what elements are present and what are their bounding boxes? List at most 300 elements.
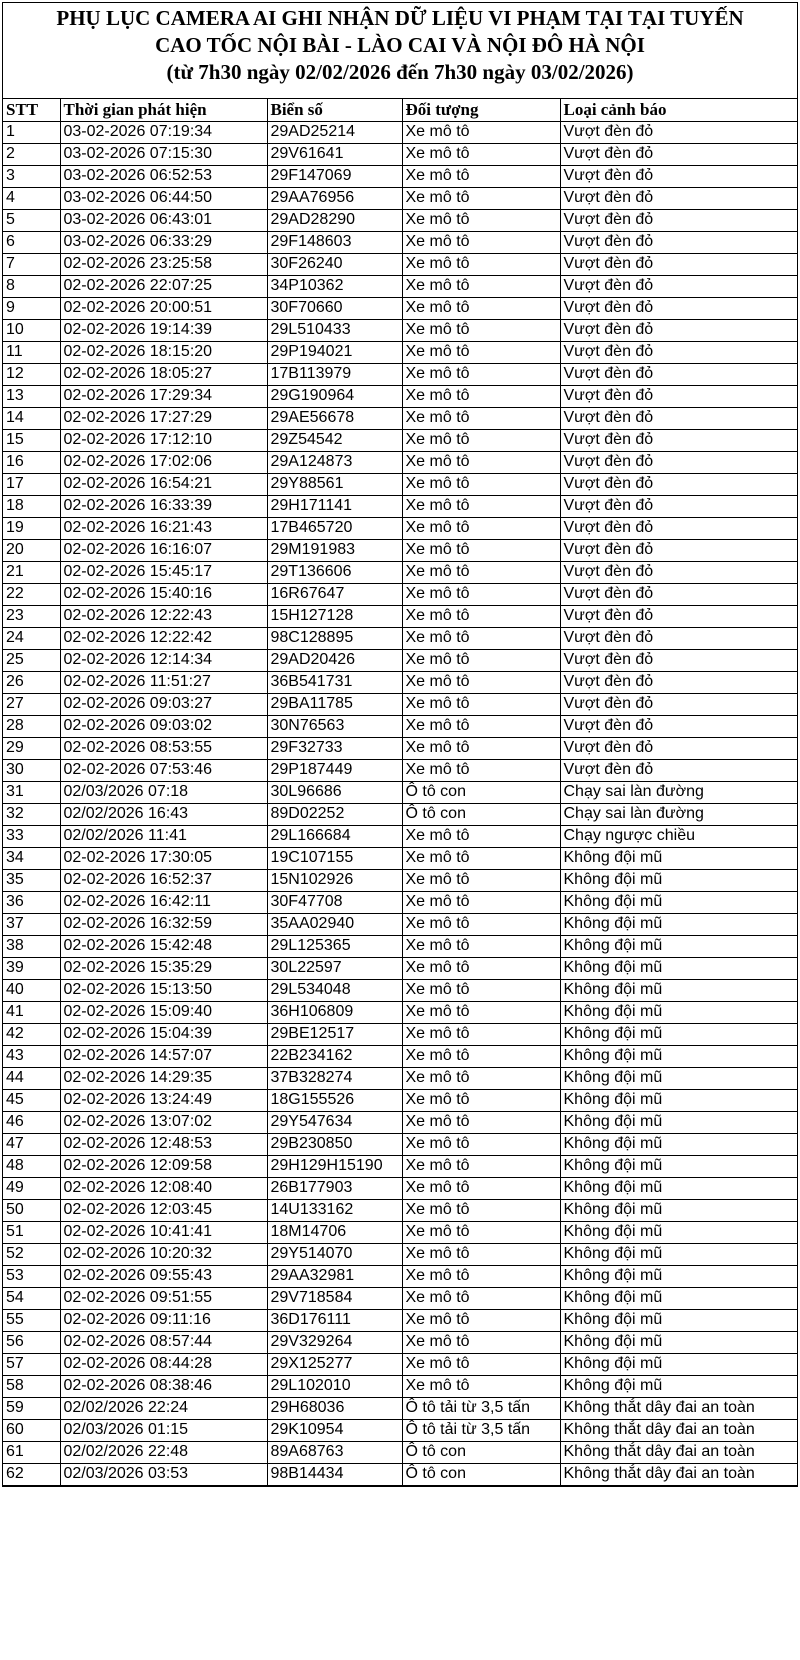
cell-plate: 30F70660 [267,297,402,319]
cell-vehicle-type: Xe mô tô [402,1155,560,1177]
cell-plate: 89A68763 [267,1441,402,1463]
cell-detection-time: 03-02-2026 06:44:50 [60,187,267,209]
cell-warning-type: Vượt đèn đỏ [560,297,797,319]
cell-warning-type: Không đội mũ [560,847,797,869]
cell-vehicle-type: Xe mô tô [402,1045,560,1067]
header-vehicle-type: Đối tượng [402,99,560,121]
cell-warning-type: Vượt đèn đỏ [560,231,797,253]
cell-plate: 29G190964 [267,385,402,407]
table-row [3,1111,797,1133]
cell-stt: 2 [3,143,60,165]
cell-warning-type: Không thắt dây đai an toàn [560,1419,797,1441]
cell-detection-time: 03-02-2026 06:43:01 [60,209,267,231]
cell-vehicle-type: Xe mô tô [402,1199,560,1221]
cell-warning-type: Vượt đèn đỏ [560,187,797,209]
cell-vehicle-type: Xe mô tô [402,407,560,429]
cell-detection-time: 02-02-2026 15:13:50 [60,979,267,1001]
cell-stt: 47 [3,1133,60,1155]
cell-warning-type: Vượt đèn đỏ [560,407,797,429]
cell-detection-time: 02-02-2026 12:08:40 [60,1177,267,1199]
cell-plate: 29BA11785 [267,693,402,715]
cell-vehicle-type: Ô tô con [402,1463,560,1485]
cell-warning-type: Không đội mũ [560,935,797,957]
cell-stt: 49 [3,1177,60,1199]
table-row [3,649,797,671]
table-row [3,517,797,539]
cell-warning-type: Vượt đèn đỏ [560,605,797,627]
cell-detection-time: 02-02-2026 16:52:37 [60,869,267,891]
table-row [3,473,797,495]
table-row [3,1287,797,1309]
cell-plate: 30L96686 [267,781,402,803]
violation-table [3,99,797,1486]
table-row [3,957,797,979]
cell-vehicle-type: Xe mô tô [402,165,560,187]
table-row [3,715,797,737]
cell-plate: 16R67647 [267,583,402,605]
cell-stt: 42 [3,1023,60,1045]
cell-vehicle-type: Xe mô tô [402,187,560,209]
cell-detection-time: 02/03/2026 01:15 [60,1419,267,1441]
cell-warning-type: Không đội mũ [560,1243,797,1265]
cell-stt: 5 [3,209,60,231]
cell-stt: 60 [3,1419,60,1441]
cell-detection-time: 03-02-2026 07:15:30 [60,143,267,165]
table-row [3,1023,797,1045]
cell-plate: 29AA76956 [267,187,402,209]
cell-plate: 15N102926 [267,869,402,891]
cell-detection-time: 02-02-2026 17:29:34 [60,385,267,407]
cell-vehicle-type: Xe mô tô [402,1089,560,1111]
cell-stt: 54 [3,1287,60,1309]
cell-warning-type: Không đội mũ [560,1177,797,1199]
cell-detection-time: 02/02/2026 22:24 [60,1397,267,1419]
cell-stt: 32 [3,803,60,825]
cell-stt: 35 [3,869,60,891]
cell-plate: 29A124873 [267,451,402,473]
cell-plate: 29K10954 [267,1419,402,1441]
cell-warning-type: Chạy sai làn đường [560,781,797,803]
cell-plate: 29BE12517 [267,1023,402,1045]
cell-stt: 62 [3,1463,60,1485]
cell-warning-type: Vượt đèn đỏ [560,121,797,143]
cell-vehicle-type: Xe mô tô [402,891,560,913]
cell-detection-time: 02-02-2026 16:16:07 [60,539,267,561]
cell-warning-type: Không đội mũ [560,913,797,935]
cell-stt: 7 [3,253,60,275]
cell-plate: 34P10362 [267,275,402,297]
cell-detection-time: 02/03/2026 07:18 [60,781,267,803]
cell-detection-time: 02-02-2026 09:11:16 [60,1309,267,1331]
cell-plate: 29V329264 [267,1331,402,1353]
table-row [3,385,797,407]
cell-warning-type: Không đội mũ [560,869,797,891]
cell-detection-time: 02-02-2026 16:32:59 [60,913,267,935]
cell-plate: 29L125365 [267,935,402,957]
cell-detection-time: 02-02-2026 18:15:20 [60,341,267,363]
cell-warning-type: Vượt đèn đỏ [560,341,797,363]
cell-stt: 24 [3,627,60,649]
cell-plate: 29L102010 [267,1375,402,1397]
cell-stt: 28 [3,715,60,737]
cell-detection-time: 02-02-2026 17:27:29 [60,407,267,429]
cell-detection-time: 02-02-2026 12:03:45 [60,1199,267,1221]
cell-detection-time: 02-02-2026 13:07:02 [60,1111,267,1133]
cell-warning-type: Không đội mũ [560,1133,797,1155]
cell-plate: 29Y88561 [267,473,402,495]
cell-vehicle-type: Xe mô tô [402,1309,560,1331]
table-row [3,737,797,759]
cell-vehicle-type: Xe mô tô [402,143,560,165]
cell-stt: 23 [3,605,60,627]
cell-vehicle-type: Xe mô tô [402,1067,560,1089]
document-title [3,3,797,99]
cell-warning-type: Vượt đèn đỏ [560,319,797,341]
cell-stt: 25 [3,649,60,671]
cell-vehicle-type: Ô tô tải từ 3,5 tấn [402,1419,560,1441]
cell-vehicle-type: Xe mô tô [402,583,560,605]
cell-detection-time: 02-02-2026 20:00:51 [60,297,267,319]
cell-detection-time: 02-02-2026 15:09:40 [60,1001,267,1023]
cell-plate: 36B541731 [267,671,402,693]
header-warning-type: Loại cảnh báo [560,99,797,121]
cell-stt: 18 [3,495,60,517]
cell-detection-time: 02/03/2026 03:53 [60,1463,267,1485]
cell-plate: 29V61641 [267,143,402,165]
cell-stt: 16 [3,451,60,473]
cell-plate: 29P194021 [267,341,402,363]
table-row [3,627,797,649]
table-row [3,1463,797,1485]
title-line-1: PHỤ LỤC CAMERA AI GHI NHẬN DỮ LIỆU VI PHẠM TẠI TẠI TUYẾN [56,6,744,30]
cell-detection-time: 02/02/2026 11:41 [60,825,267,847]
cell-vehicle-type: Xe mô tô [402,253,560,275]
cell-warning-type: Vượt đèn đỏ [560,209,797,231]
table-row [3,561,797,583]
cell-plate: 29T136606 [267,561,402,583]
cell-warning-type: Chạy ngược chiều [560,825,797,847]
table-row [3,1397,797,1419]
cell-vehicle-type: Xe mô tô [402,1177,560,1199]
cell-detection-time: 02-02-2026 12:09:58 [60,1155,267,1177]
cell-detection-time: 02/02/2026 16:43 [60,803,267,825]
cell-warning-type: Vượt đèn đỏ [560,737,797,759]
cell-detection-time: 02-02-2026 16:42:11 [60,891,267,913]
cell-detection-time: 02-02-2026 09:03:02 [60,715,267,737]
cell-detection-time: 02-02-2026 17:30:05 [60,847,267,869]
cell-plate: 30F47708 [267,891,402,913]
cell-warning-type: Vượt đèn đỏ [560,671,797,693]
cell-vehicle-type: Xe mô tô [402,1375,560,1397]
cell-plate: 89D02252 [267,803,402,825]
cell-detection-time: 02-02-2026 10:20:32 [60,1243,267,1265]
cell-stt: 39 [3,957,60,979]
cell-stt: 15 [3,429,60,451]
table-row [3,1331,797,1353]
title-line-2: CAO TỐC NỘI BÀI - LÀO CAI VÀ NỘI ĐÔ HÀ NỘI [155,33,645,57]
table-row [3,935,797,957]
table-body [3,121,797,1485]
cell-plate: 29V718584 [267,1287,402,1309]
header-stt: STT [3,99,60,121]
cell-vehicle-type: Xe mô tô [402,737,560,759]
cell-detection-time: 02-02-2026 18:05:27 [60,363,267,385]
cell-warning-type: Không đội mũ [560,1155,797,1177]
cell-plate: 29AD20426 [267,649,402,671]
cell-stt: 10 [3,319,60,341]
cell-stt: 45 [3,1089,60,1111]
table-row [3,979,797,1001]
cell-plate: 19C107155 [267,847,402,869]
table-row [3,429,797,451]
cell-vehicle-type: Xe mô tô [402,1243,560,1265]
table-row [3,363,797,385]
cell-detection-time: 02-02-2026 15:45:17 [60,561,267,583]
cell-detection-time: 02-02-2026 16:54:21 [60,473,267,495]
cell-vehicle-type: Xe mô tô [402,759,560,781]
cell-vehicle-type: Xe mô tô [402,935,560,957]
table-row [3,1265,797,1287]
cell-vehicle-type: Xe mô tô [402,363,560,385]
cell-warning-type: Không đội mũ [560,1067,797,1089]
cell-vehicle-type: Xe mô tô [402,1331,560,1353]
cell-vehicle-type: Xe mô tô [402,517,560,539]
cell-detection-time: 02-02-2026 08:57:44 [60,1331,267,1353]
cell-warning-type: Không đội mũ [560,1221,797,1243]
table-row [3,781,797,803]
cell-detection-time: 02-02-2026 17:12:10 [60,429,267,451]
table-row [3,539,797,561]
cell-vehicle-type: Xe mô tô [402,715,560,737]
cell-warning-type: Vượt đèn đỏ [560,165,797,187]
cell-plate: 29H171141 [267,495,402,517]
cell-warning-type: Vượt đèn đỏ [560,495,797,517]
cell-warning-type: Không đội mũ [560,1089,797,1111]
cell-detection-time: 02-02-2026 09:51:55 [60,1287,267,1309]
table-row [3,187,797,209]
table-row [3,869,797,891]
cell-detection-time: 02-02-2026 19:14:39 [60,319,267,341]
cell-plate: 26B177903 [267,1177,402,1199]
cell-vehicle-type: Xe mô tô [402,275,560,297]
cell-stt: 44 [3,1067,60,1089]
cell-vehicle-type: Xe mô tô [402,1001,560,1023]
cell-warning-type: Không đội mũ [560,1023,797,1045]
cell-detection-time: 02-02-2026 13:24:49 [60,1089,267,1111]
cell-vehicle-type: Xe mô tô [402,1133,560,1155]
cell-stt: 11 [3,341,60,363]
table-row [3,495,797,517]
table-row [3,803,797,825]
cell-detection-time: 02-02-2026 08:53:55 [60,737,267,759]
cell-vehicle-type: Xe mô tô [402,209,560,231]
cell-plate: 29Y514070 [267,1243,402,1265]
cell-vehicle-type: Xe mô tô [402,1221,560,1243]
cell-vehicle-type: Xe mô tô [402,627,560,649]
cell-warning-type: Không đội mũ [560,1199,797,1221]
cell-plate: 15H127128 [267,605,402,627]
cell-warning-type: Vượt đèn đỏ [560,583,797,605]
cell-warning-type: Vượt đèn đỏ [560,561,797,583]
title-line-3: (từ 7h30 ngày 02/02/2026 đến 7h30 ngày 03/02/2026) [166,60,634,84]
cell-vehicle-type: Xe mô tô [402,1265,560,1287]
cell-plate: 29Z54542 [267,429,402,451]
cell-detection-time: 02-02-2026 12:14:34 [60,649,267,671]
cell-vehicle-type: Xe mô tô [402,451,560,473]
cell-warning-type: Không đội mũ [560,1309,797,1331]
cell-vehicle-type: Xe mô tô [402,561,560,583]
cell-detection-time: 03-02-2026 06:33:29 [60,231,267,253]
table-row [3,1199,797,1221]
cell-warning-type: Vượt đèn đỏ [560,539,797,561]
cell-detection-time: 02-02-2026 16:33:39 [60,495,267,517]
table-row [3,253,797,275]
cell-stt: 27 [3,693,60,715]
cell-vehicle-type: Xe mô tô [402,1111,560,1133]
cell-plate: 36D176111 [267,1309,402,1331]
cell-detection-time: 02-02-2026 09:03:27 [60,693,267,715]
cell-warning-type: Không đội mũ [560,1375,797,1397]
cell-warning-type: Vượt đèn đỏ [560,759,797,781]
cell-vehicle-type: Xe mô tô [402,429,560,451]
violation-appendix-sheet [2,2,798,1487]
table-row [3,451,797,473]
table-row [3,1441,797,1463]
table-header-row [3,99,797,121]
cell-warning-type: Không đội mũ [560,1287,797,1309]
cell-warning-type: Vượt đèn đỏ [560,715,797,737]
cell-vehicle-type: Ô tô con [402,803,560,825]
cell-plate: 29L166684 [267,825,402,847]
table-row [3,583,797,605]
cell-detection-time: 02-02-2026 08:38:46 [60,1375,267,1397]
cell-plate: 30F26240 [267,253,402,275]
cell-warning-type: Không đội mũ [560,1331,797,1353]
cell-stt: 34 [3,847,60,869]
table-row [3,275,797,297]
table-row [3,209,797,231]
cell-detection-time: 02-02-2026 15:04:39 [60,1023,267,1045]
cell-stt: 52 [3,1243,60,1265]
cell-plate: 29M191983 [267,539,402,561]
table-row [3,121,797,143]
cell-vehicle-type: Xe mô tô [402,649,560,671]
table-row [3,1177,797,1199]
cell-warning-type: Không đội mũ [560,1111,797,1133]
table-row [3,1419,797,1441]
cell-stt: 55 [3,1309,60,1331]
cell-vehicle-type: Xe mô tô [402,825,560,847]
cell-warning-type: Vượt đèn đỏ [560,693,797,715]
table-row [3,847,797,869]
cell-plate: 29AE56678 [267,407,402,429]
cell-plate: 36H106809 [267,1001,402,1023]
cell-vehicle-type: Xe mô tô [402,231,560,253]
cell-stt: 61 [3,1441,60,1463]
cell-warning-type: Không thắt dây đai an toàn [560,1441,797,1463]
cell-plate: 29AD25214 [267,121,402,143]
table-row [3,341,797,363]
cell-plate: 17B465720 [267,517,402,539]
cell-vehicle-type: Xe mô tô [402,957,560,979]
cell-stt: 4 [3,187,60,209]
table-row [3,1067,797,1089]
cell-plate: 35AA02940 [267,913,402,935]
cell-detection-time: 03-02-2026 06:52:53 [60,165,267,187]
cell-plate: 98B14434 [267,1463,402,1485]
cell-detection-time: 02-02-2026 14:57:07 [60,1045,267,1067]
cell-stt: 17 [3,473,60,495]
cell-stt: 14 [3,407,60,429]
cell-vehicle-type: Xe mô tô [402,319,560,341]
cell-stt: 33 [3,825,60,847]
cell-warning-type: Chạy sai làn đường [560,803,797,825]
cell-plate: 29X125277 [267,1353,402,1375]
cell-stt: 40 [3,979,60,1001]
cell-stt: 21 [3,561,60,583]
cell-vehicle-type: Xe mô tô [402,1023,560,1045]
table-row [3,1045,797,1067]
cell-stt: 1 [3,121,60,143]
cell-stt: 12 [3,363,60,385]
cell-plate: 29AD28290 [267,209,402,231]
cell-stt: 51 [3,1221,60,1243]
cell-warning-type: Không đội mũ [560,891,797,913]
cell-warning-type: Không đội mũ [560,1265,797,1287]
cell-stt: 20 [3,539,60,561]
cell-vehicle-type: Xe mô tô [402,979,560,1001]
cell-vehicle-type: Xe mô tô [402,1353,560,1375]
cell-detection-time: 02-02-2026 12:22:43 [60,605,267,627]
cell-vehicle-type: Xe mô tô [402,913,560,935]
cell-vehicle-type: Xe mô tô [402,341,560,363]
cell-warning-type: Vượt đèn đỏ [560,451,797,473]
table-row [3,759,797,781]
header-detection-time: Thời gian phát hiện [60,99,267,121]
cell-stt: 38 [3,935,60,957]
cell-stt: 58 [3,1375,60,1397]
cell-detection-time: 02-02-2026 10:41:41 [60,1221,267,1243]
cell-warning-type: Vượt đèn đỏ [560,429,797,451]
cell-detection-time: 02-02-2026 17:02:06 [60,451,267,473]
cell-plate: 18M14706 [267,1221,402,1243]
table-row [3,407,797,429]
cell-detection-time: 02-02-2026 15:35:29 [60,957,267,979]
cell-plate: 29Y547634 [267,1111,402,1133]
cell-detection-time: 02-02-2026 07:53:46 [60,759,267,781]
table-row [3,1353,797,1375]
cell-warning-type: Không đội mũ [560,957,797,979]
cell-stt: 50 [3,1199,60,1221]
cell-stt: 48 [3,1155,60,1177]
table-row [3,605,797,627]
table-row [3,1001,797,1023]
cell-vehicle-type: Xe mô tô [402,693,560,715]
cell-vehicle-type: Xe mô tô [402,121,560,143]
cell-stt: 57 [3,1353,60,1375]
table-row [3,825,797,847]
cell-detection-time: 02-02-2026 12:48:53 [60,1133,267,1155]
table-row [3,1375,797,1397]
cell-stt: 6 [3,231,60,253]
cell-stt: 19 [3,517,60,539]
cell-vehicle-type: Xe mô tô [402,869,560,891]
cell-warning-type: Không thắt dây đai an toàn [560,1463,797,1485]
cell-warning-type: Vượt đèn đỏ [560,517,797,539]
cell-warning-type: Vượt đèn đỏ [560,363,797,385]
cell-detection-time: 02-02-2026 14:29:35 [60,1067,267,1089]
table-row [3,1221,797,1243]
